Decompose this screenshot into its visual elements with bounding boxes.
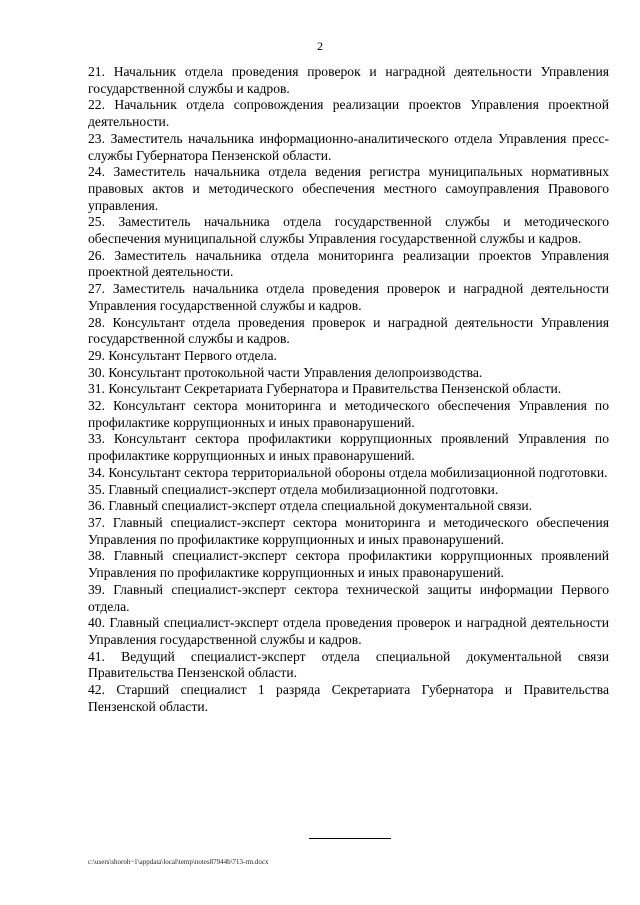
list-item: 24. Заместитель начальника отдела ведения регистра муниципальных нормативных правовых актов и методического обеспечения местного самоуправления Правового управления. — [88, 164, 609, 213]
page-number: 2 — [317, 39, 323, 53]
list-item: 40. Главный специалист-эксперт отдела проведения проверок и наградной деятельности Управления государственной службы и кадров. — [88, 615, 609, 647]
position-list — [88, 64, 609, 715]
list-item: 34. Консультант сектора территориальной обороны отдела мобилизационной подготовки. — [88, 464, 608, 480]
list-item: 29. Консультант Первого отдела. — [88, 347, 277, 363]
list-item: 26. Заместитель начальника отдела мониторинга реализации проектов Управления проектной деятельности. — [88, 247, 609, 280]
list-item: 42. Старший специалист 1 разряда Секретариата Губернатора и Правительства Пензенской области. — [88, 682, 609, 714]
list-item: 28. Консультант отдела проведения проверок и наградной деятельности Управления государственной службы и кадров. — [88, 314, 609, 347]
list-item: 39. Главный специалист-эксперт сектора технической защиты информации Первого отдела. — [88, 581, 609, 614]
list-item: 35. Главный специалист-эксперт отдела мобилизационной подготовки. — [88, 481, 499, 497]
list-item: 37. Главный специалист-эксперт сектора мониторинга и методического обеспечения Управления по профилактике коррупционных и иных правонарушений. — [88, 514, 609, 547]
list-item: 33. Консультант сектора профилактики коррупционных проявлений Управления по профилактике коррупционных и иных правонарушений. — [88, 431, 609, 464]
list-item: 27. Заместитель начальника отдела проведения проверок и наградной деятельности Управления государственной службы и кадров. — [88, 281, 609, 313]
list-item: 23. Заместитель начальника информационно-аналитического отдела Управления пресс-службы Губернатора Пензенской области. — [88, 130, 609, 163]
list-item: 32. Консультант сектора мониторинга и методического обеспечения Управления по профилактике коррупционных и иных правонарушений. — [88, 398, 609, 430]
footer-file-path: c:\users\shoroh~1\appdata\local\temp\notes87944b\713-rm.docx — [88, 858, 269, 866]
list-item: 41. Ведущий специалист-эксперт отдела специальной документальной связи Правительства Пензенской области. — [88, 648, 609, 681]
list-item: 21. Начальник отдела проведения проверок и наградной деятельности Управления государственной службы и кадров. — [88, 64, 609, 96]
list-item: 22. Начальник отдела сопровождения реализации проектов Управления проектной деятельности. — [88, 97, 609, 130]
end-divider — [309, 838, 391, 839]
list-item: 31. Консультант Секретариата Губернатора и Правительства Пензенской области. — [88, 381, 562, 397]
list-item: 25. Заместитель начальника отдела государственной службы и методического обеспечения муниципальной службы Управления государственной службы и кадров. — [88, 214, 609, 247]
list-item: 38. Главный специалист-эксперт сектора профилактики коррупционных проявлений Управления по профилактике коррупционных и иных правонарушений. — [88, 548, 609, 581]
list-item: 30. Консультант протокольной части Управления делопроизводства. — [88, 364, 483, 380]
list-item: 36. Главный специалист-эксперт отдела специальной документальной связи. — [88, 498, 533, 514]
